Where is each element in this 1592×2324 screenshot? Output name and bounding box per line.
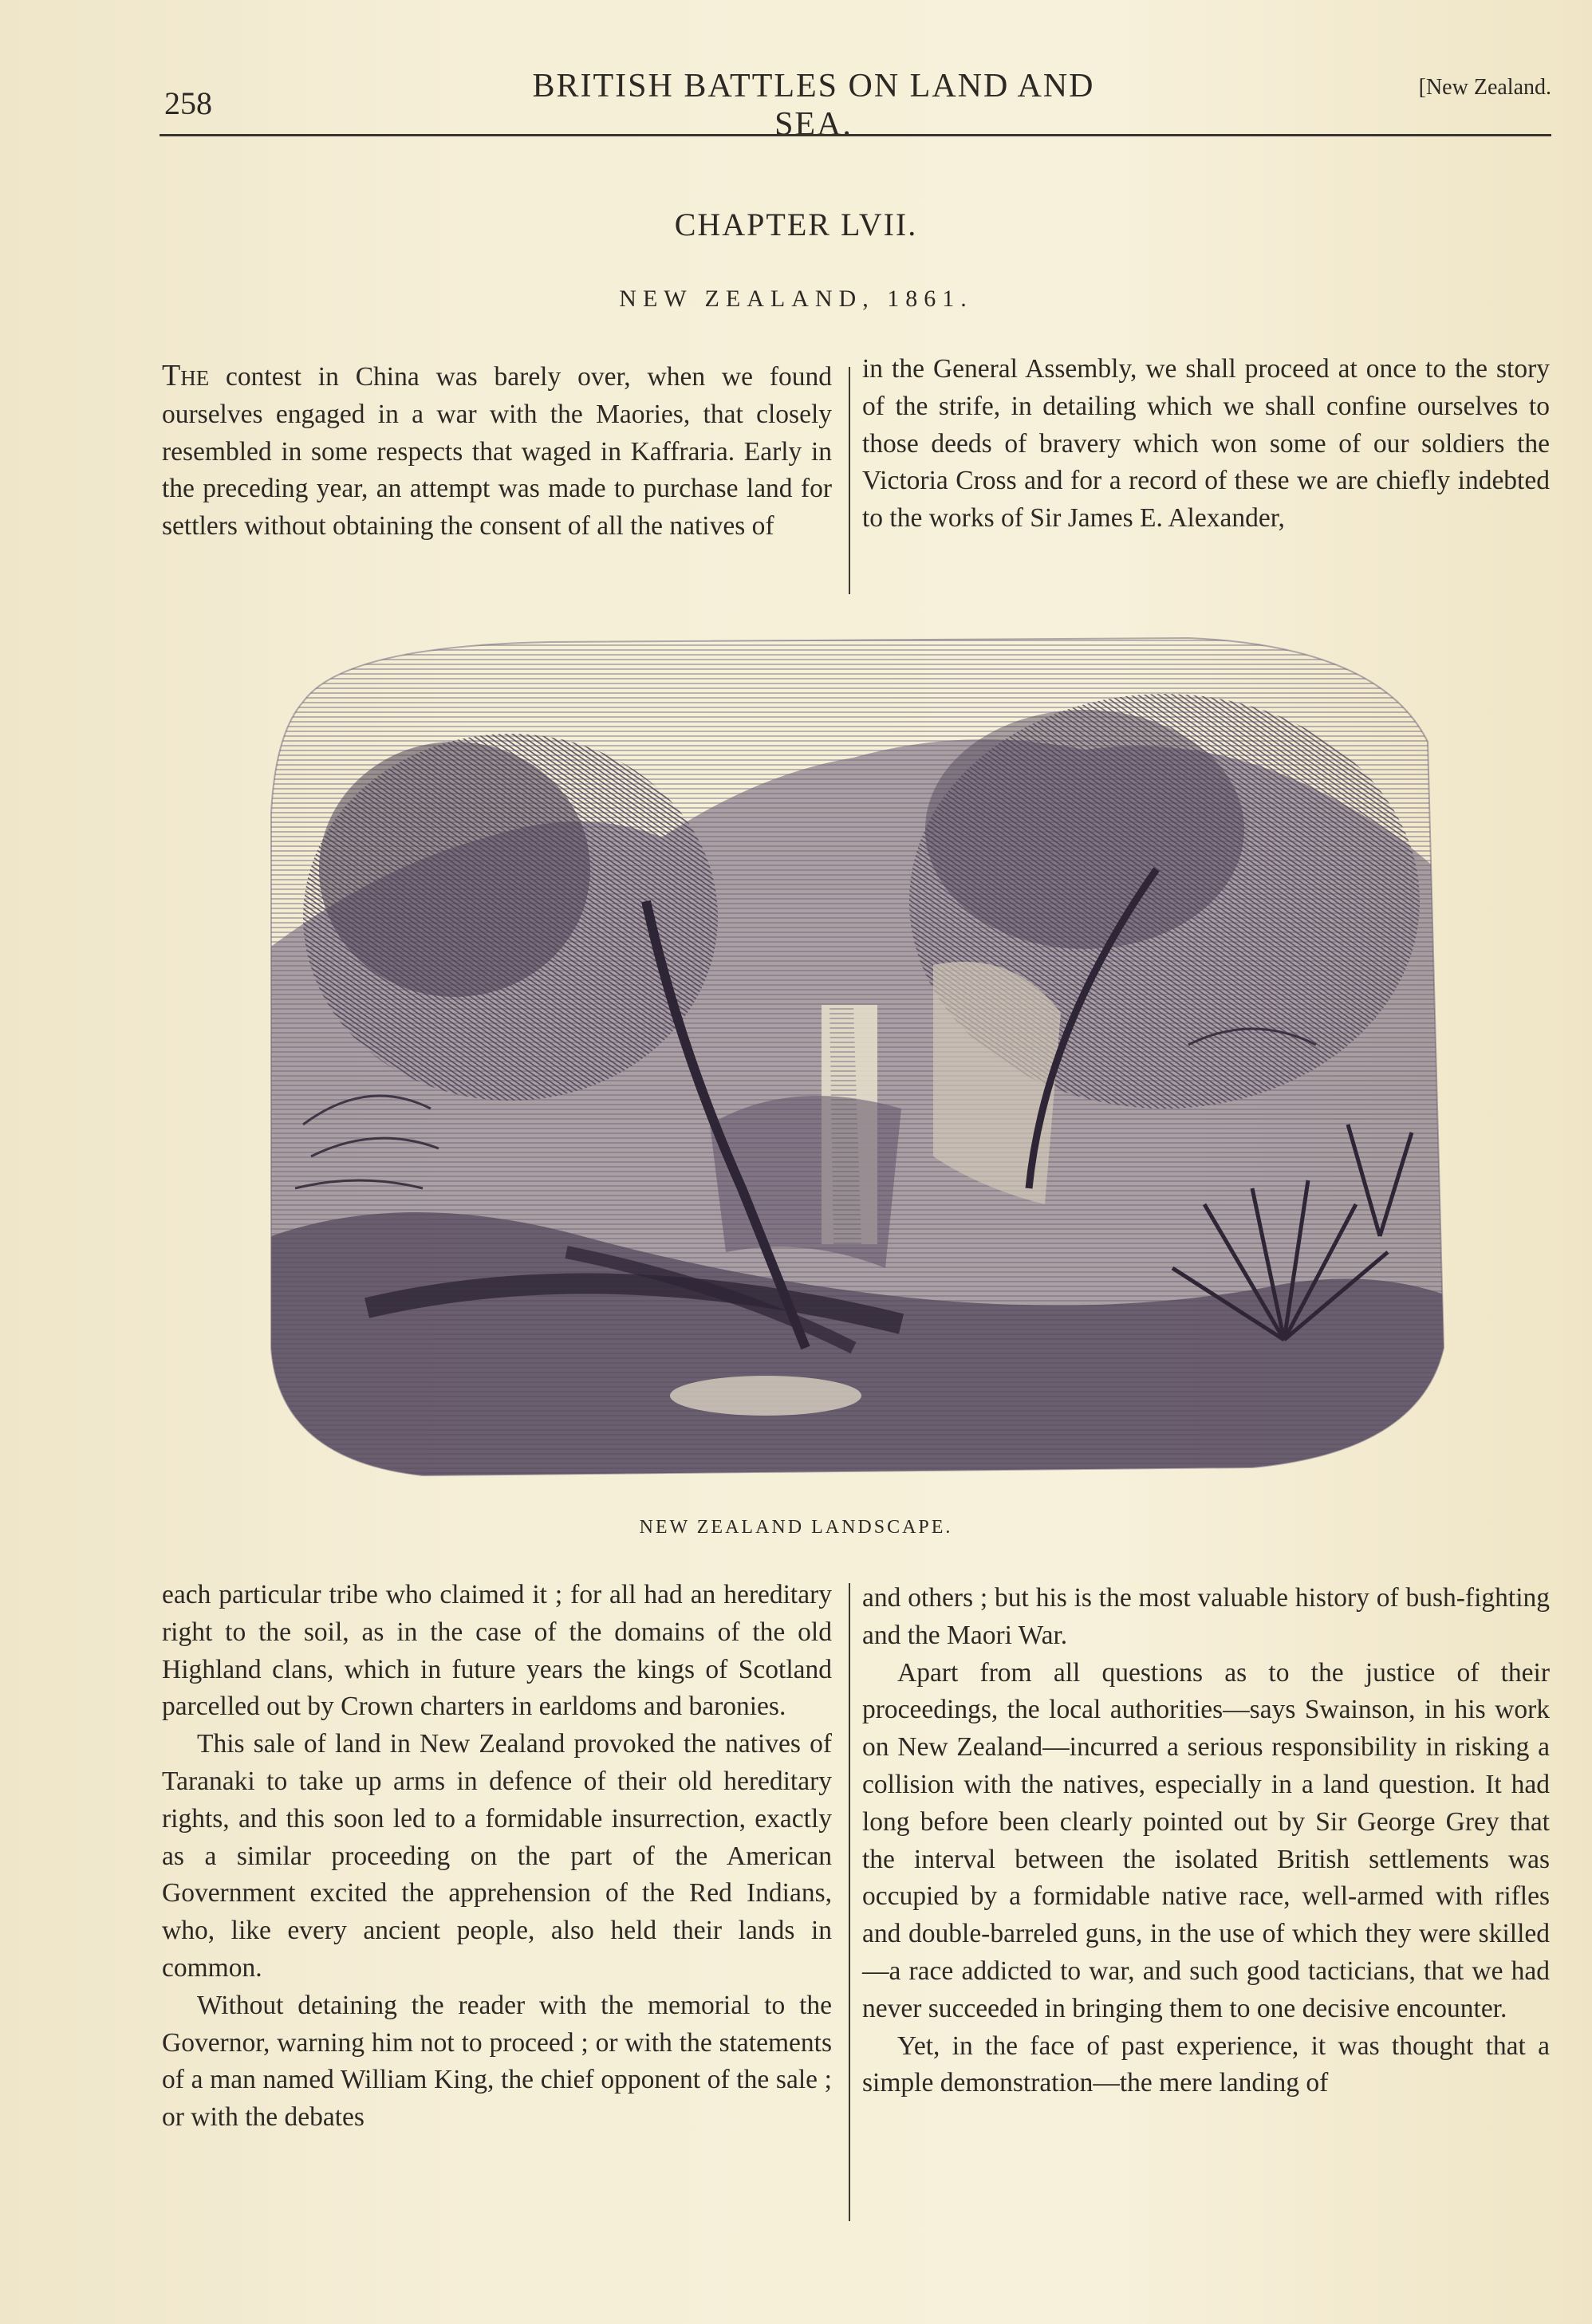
column-top-left bbox=[162, 357, 832, 546]
drop-word: The bbox=[162, 359, 210, 392]
landscape-engraving bbox=[247, 630, 1460, 1490]
paragraph: each particular tribe who claimed it ; for all had an hereditary right to the soil, as in the case of the domains of the old Highland clans, which in future years the kings of Scotland parcelled out by Crown charters in earldoms and baronies. bbox=[162, 1580, 832, 1722]
page-number: 258 bbox=[164, 85, 212, 121]
column-top-right bbox=[862, 351, 1550, 538]
paragraph: and others ; but his is the most valuable history of bush-fighting and the Maori War. bbox=[862, 1583, 1550, 1650]
running-header bbox=[160, 67, 1551, 143]
header-rule bbox=[160, 134, 1551, 136]
chapter-title: CHAPTER LVII. bbox=[674, 207, 918, 242]
paragraph: Apart from all questions as to the justice of their proceedings, the local authorities—says Swainson, in his work on New Zealand—incurred a serious responsibility in risking a collision with the natives, especially in a land question. It had long before been clearly pointed out by Sir George Grey that the interval between the isolated British settlements was occupied by a formidable native race, well-armed with rifles and double-barreled guns, in the use of which they were skilled—a race addicted to war, and such good tacticians, that we had never succeeded in bringing them to one decisive encounter. bbox=[862, 1657, 1550, 2023]
column-bottom-left bbox=[162, 1577, 832, 2137]
paragraph: in the General Assembly, we shall proceed at once to the story of the strife, in detailing which we shall confine ourselves to those deeds of bravery which won some of our soldiers the Victoria Cross and for a record of these we are chiefly indebted to the works of Sir James E. Alexander, bbox=[862, 354, 1550, 534]
column-divider bbox=[849, 1583, 850, 2221]
paragraph bbox=[162, 357, 832, 546]
paragraph: This sale of land in New Zealand provoked the natives of Taranaki to take up arms in defence of their old hereditary rights, and this soon led to a formidable insurrection, exactly as a similar proceeding on the part of the American Government excited the apprehension of the Red Indians, who, like every ancient people, also held their lands in common. bbox=[162, 1729, 832, 1983]
running-title: BRITISH BATTLES ON LAND AND SEA. bbox=[532, 68, 1095, 143]
chapter-subtitle: NEW ZEALAND, 1861. bbox=[619, 286, 973, 312]
paragraph: Yet, in the face of past experience, it was thought that a simple demonstration—the mere landing of bbox=[862, 2031, 1550, 2098]
column-divider bbox=[849, 367, 850, 594]
paragraph: Without detaining the reader with the memorial to the Governor, warning him not to proceed ; or with the statements of a man named William King, the chief opponent of the sale ; or with the debates bbox=[162, 1990, 832, 2133]
paragraph-text: contest in China was barely over, when we found ourselves engaged in a war with the Maories, that closely resembled in some respects that waged in Kaffraria. Early in the preceding year, an attempt was made to purchase land for settlers without obtaining the consent of all the natives of bbox=[162, 362, 832, 542]
engraving-illustration bbox=[247, 630, 1460, 1490]
figure-caption: NEW ZEALAND LANDSCAPE. bbox=[639, 1517, 953, 1538]
column-bottom-right bbox=[862, 1580, 1550, 2102]
section-tag: [New Zealand. bbox=[1418, 75, 1551, 100]
